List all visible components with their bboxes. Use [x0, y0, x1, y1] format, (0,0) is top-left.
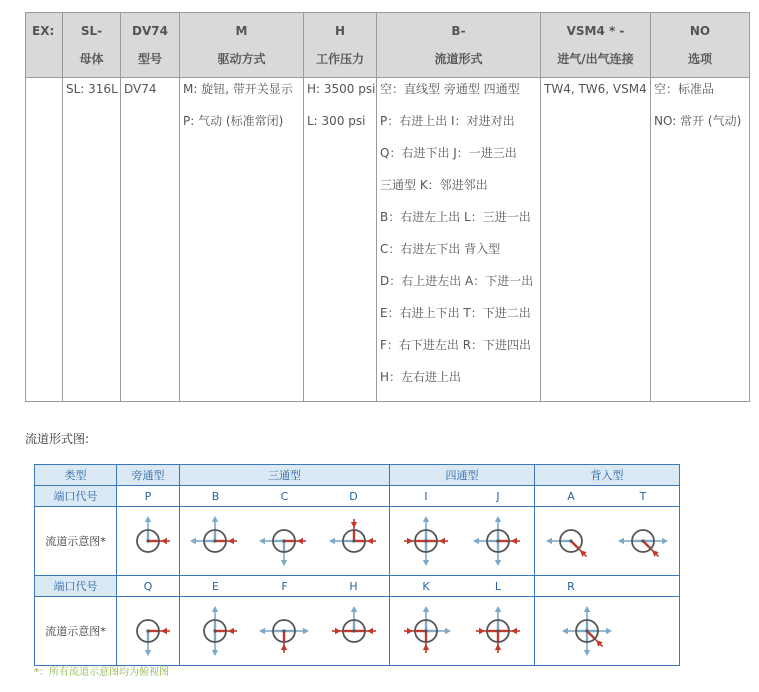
code-A: A — [567, 489, 575, 503]
code-row-label-2: 端口代号 — [35, 576, 117, 597]
code-K: K — [422, 579, 430, 593]
code-H: H — [349, 579, 358, 593]
code-D: D — [349, 489, 358, 503]
code-T: T — [639, 489, 647, 503]
header-ex: EX: — [26, 13, 63, 78]
codes-four-2 — [390, 576, 535, 597]
col-flow: 空：直线型 旁通型 四通型 P：右进上出 I：对进对出 Q：右进下出 J：一进三出 三通型 K：邻进邻出 B：右进左上出 L：三进一出 C：右进左下出 背入型 D：右上进左出 A：下进一出 E：右进上下出 T：下进二出 F：右下进左出 R：下进四出 H：左右进上出 — [377, 78, 541, 402]
section-title: 流道形式图: — [25, 432, 90, 446]
code-J: J — [496, 489, 500, 503]
flow-icon-Q — [123, 601, 173, 661]
code-L: L — [494, 579, 502, 593]
col-ex — [26, 78, 63, 402]
flow-icon-R — [557, 601, 617, 661]
header-option: NO 选项 — [651, 13, 750, 78]
flow-header-row — [35, 465, 680, 486]
codes-three-1 — [180, 486, 390, 507]
codes-row-1 — [35, 486, 680, 507]
code-P: P — [117, 486, 180, 507]
flow-icon-P — [123, 511, 173, 571]
code-B: B — [211, 489, 220, 503]
code-I: I — [424, 489, 428, 503]
codes-three-2 — [180, 576, 390, 597]
col-drive: M: 旋钮, 带开关显示 P: 气动 (标准常闭) — [180, 78, 304, 402]
col-model: DV74 — [121, 78, 180, 402]
flow-icon-C — [254, 511, 314, 571]
flow-icon-I — [396, 511, 456, 571]
code-Q: Q — [117, 576, 180, 597]
col-connection: TW4, TW6, VSM4 — [541, 78, 651, 402]
diagram-row-label-2: 流道示意图* — [35, 597, 117, 666]
group-back-entry: 背入型 — [535, 465, 680, 486]
header-drive: M 驱动方式 — [180, 13, 304, 78]
flow-icon-L — [468, 601, 528, 661]
type-label: 类型 — [35, 465, 117, 486]
group-four-way: 四通型 — [390, 465, 535, 486]
spec-body-row — [26, 78, 750, 402]
flow-icon-A — [541, 511, 601, 571]
code-F: F — [281, 579, 288, 593]
header-model: DV74 型号 — [121, 13, 180, 78]
diagram-row-label: 流道示意图* — [35, 507, 117, 576]
codes-back-1 — [535, 486, 680, 507]
diagram-row-1 — [35, 507, 680, 576]
flow-icon-B — [185, 511, 245, 571]
code-row-label: 端口代号 — [35, 486, 117, 507]
spec-table — [25, 12, 750, 402]
flow-icon-F — [254, 601, 314, 661]
header-flow: B- 流道形式 — [377, 13, 541, 78]
col-body: SL: 316L — [63, 78, 121, 402]
flow-icon-J — [468, 511, 528, 571]
footnote: *：所有流道示意图均为俯视图 — [34, 667, 169, 678]
diagram-row-2 — [35, 597, 680, 666]
spec-header-row — [26, 13, 750, 78]
flow-icon-T — [613, 511, 673, 571]
col-pressure: H: 3500 psi L: 300 psi — [304, 78, 377, 402]
flow-diagram-table — [34, 464, 680, 666]
codes-row-2 — [35, 576, 680, 597]
col-option: 空：标准品 NO: 常开 (气动) — [651, 78, 750, 402]
flow-icon-K — [396, 601, 456, 661]
flow-icon-E — [185, 601, 245, 661]
codes-back-2 — [535, 576, 680, 597]
flow-icon-D — [324, 511, 384, 571]
code-E: E — [212, 579, 219, 593]
code-R: R — [567, 579, 575, 593]
code-C: C — [280, 489, 289, 503]
group-three-way: 三通型 — [180, 465, 390, 486]
flow-icon-H — [324, 601, 384, 661]
header-connection: VSM4 * - 进气/出气连接 — [541, 13, 651, 78]
header-body: SL- 母体 — [63, 13, 121, 78]
group-bypass: 旁通型 — [117, 465, 180, 486]
header-pressure: H 工作压力 — [304, 13, 377, 78]
codes-four-1 — [390, 486, 535, 507]
